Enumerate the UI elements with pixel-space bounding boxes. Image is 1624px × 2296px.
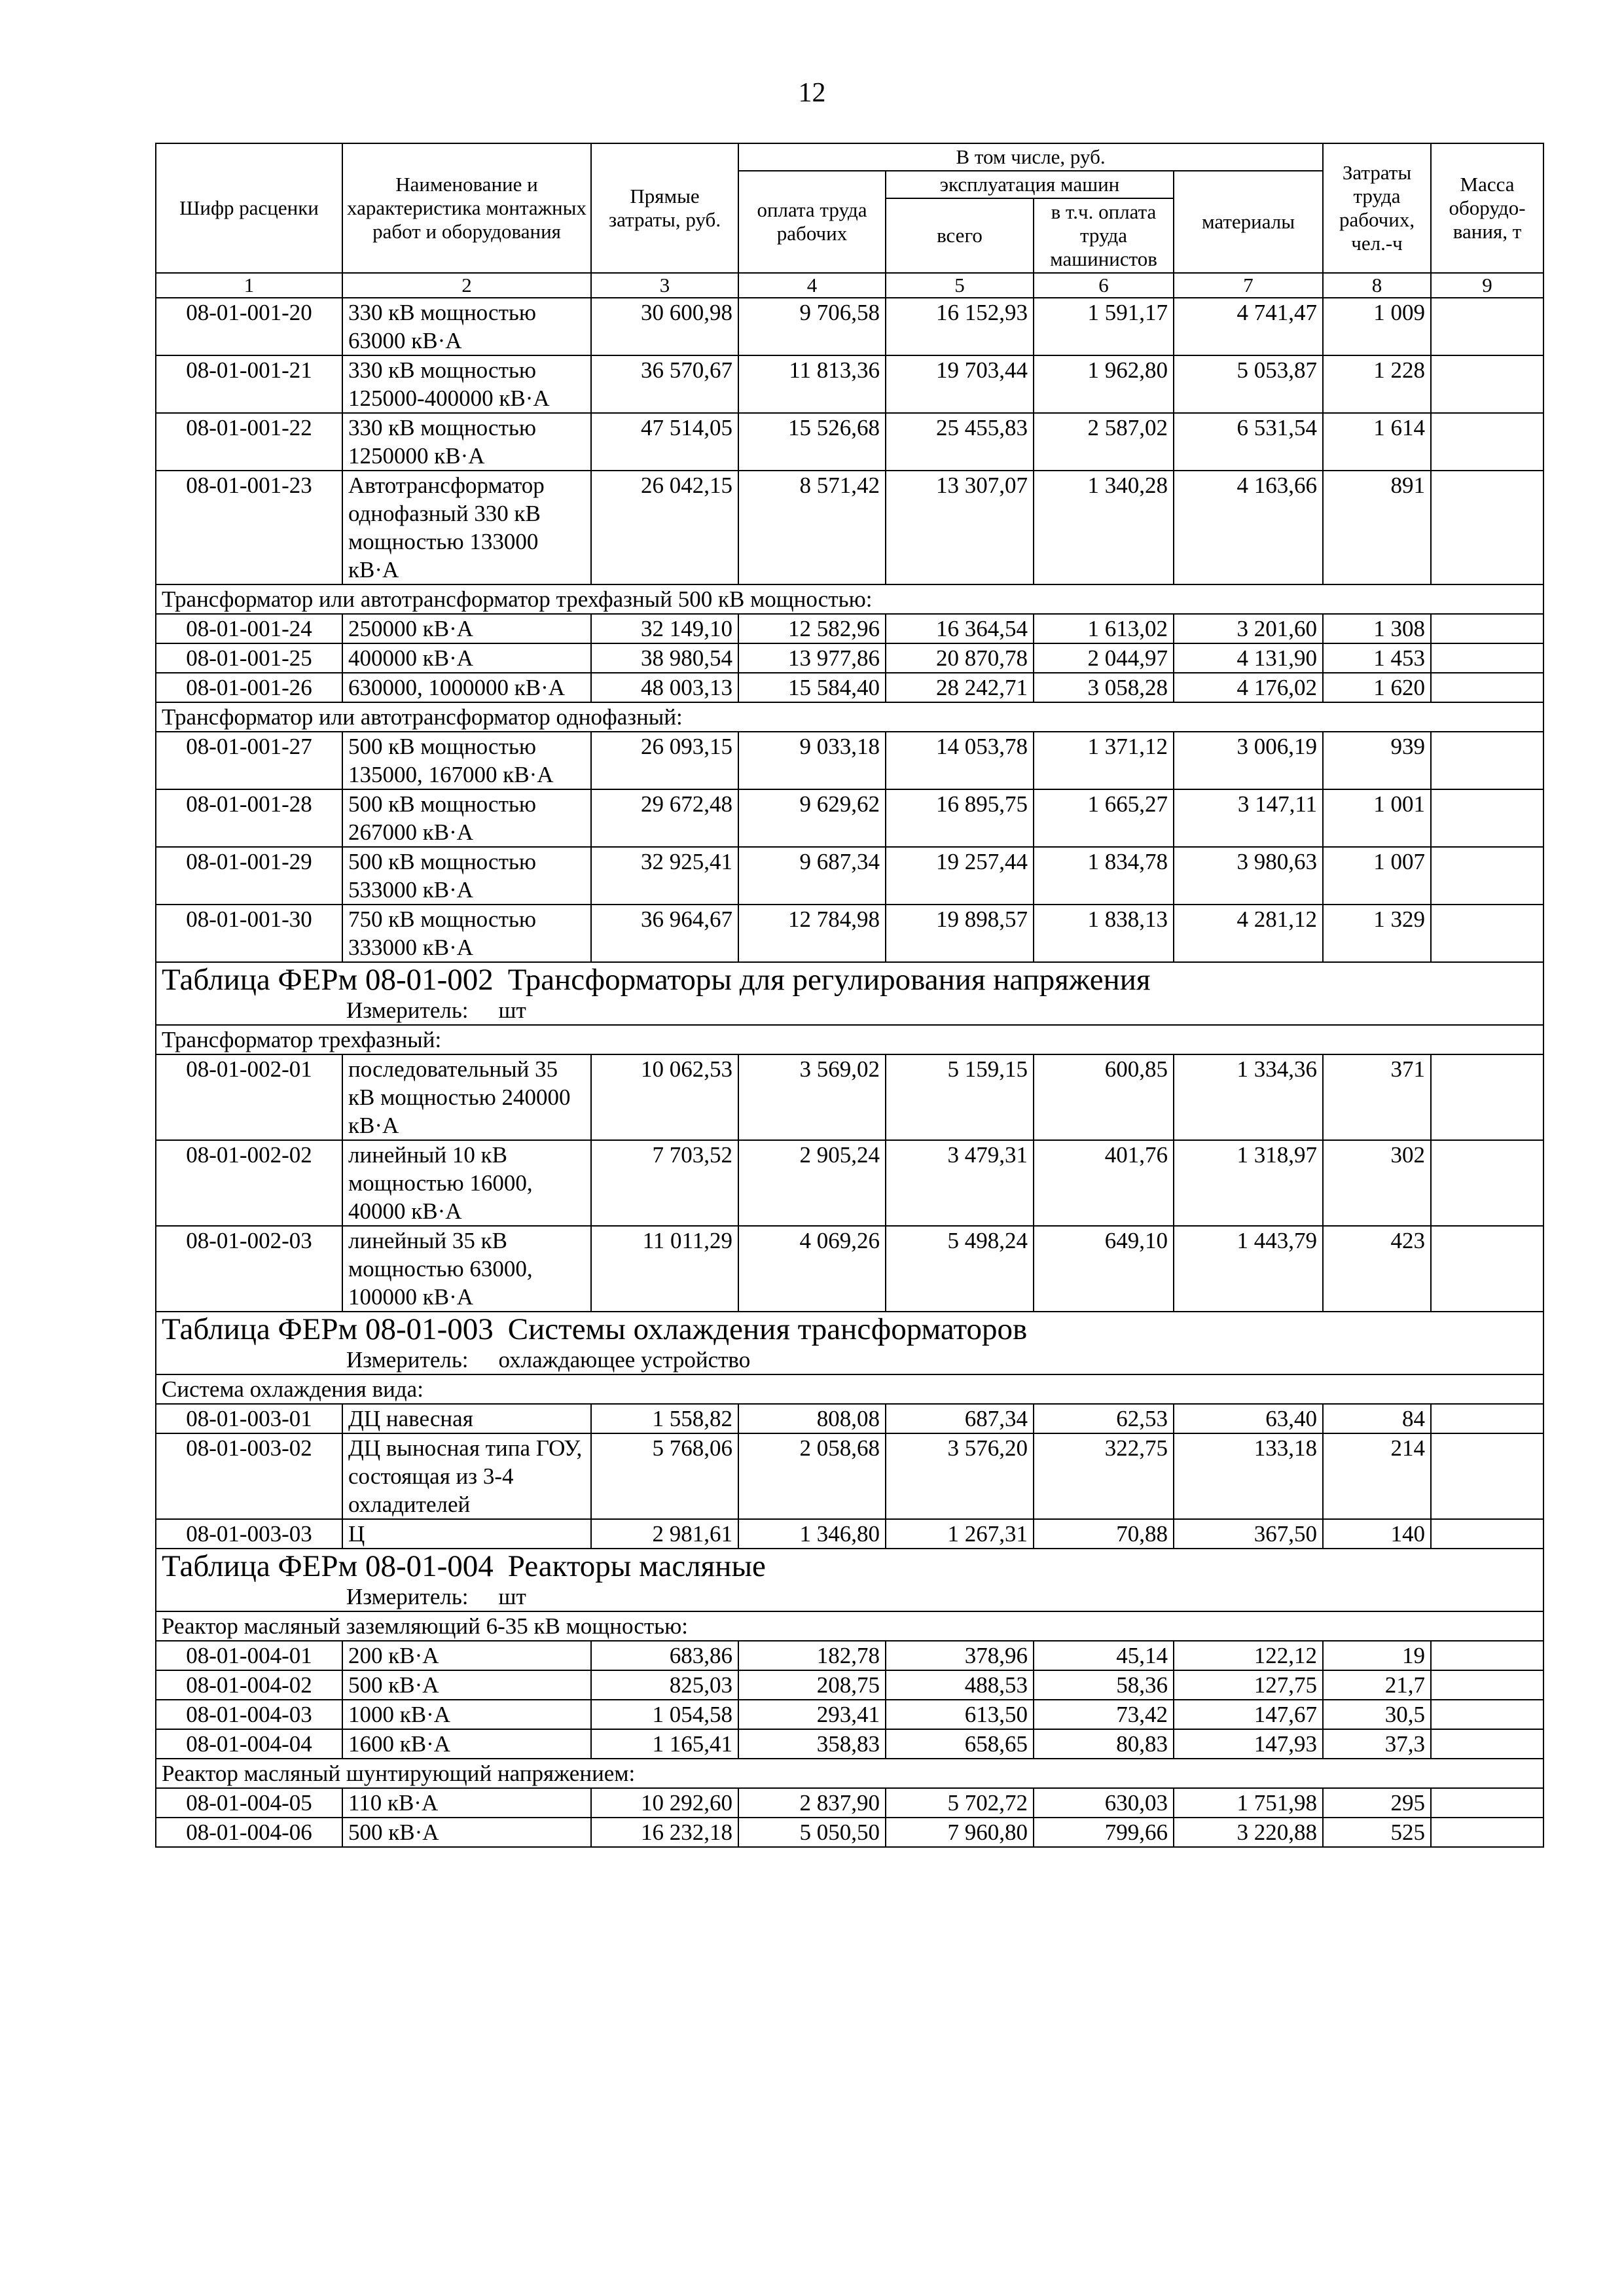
- machinist-pay: 799,66: [1034, 1818, 1174, 1847]
- work-name: 500 кВ·А: [342, 1818, 591, 1847]
- work-name: линейный 35 кВ мощностью 63000, 100000 кВ·А: [342, 1226, 591, 1312]
- work-name: Автотрансформатор однофазный 330 кВ мощностью 133000 кВ·А: [342, 471, 591, 584]
- labor-hours: 84: [1323, 1404, 1431, 1433]
- labor-hours: 214: [1323, 1433, 1431, 1519]
- machinist-pay: 2 044,97: [1034, 643, 1174, 673]
- table-title-code: Таблица ФЕРм 08-01-002: [162, 963, 494, 997]
- work-name: 500 кВ·А: [342, 1670, 591, 1700]
- machinist-pay: 62,53: [1034, 1404, 1174, 1433]
- direct-costs: 29 672,48: [591, 789, 738, 847]
- column-number: 7: [1174, 273, 1323, 298]
- table-title: [156, 1549, 1543, 1611]
- equipment-mass: [1431, 298, 1543, 355]
- work-name: 500 кВ мощностью 533000 кВ·А: [342, 847, 591, 905]
- direct-costs: 1 054,58: [591, 1700, 738, 1729]
- table-row: [156, 732, 1543, 789]
- measure-value: шт: [498, 997, 526, 1023]
- section-row: [156, 1611, 1543, 1641]
- table-title-code: Таблица ФЕРм 08-01-003: [162, 1312, 494, 1346]
- labor-pay: 9 033,18: [738, 732, 886, 789]
- materials-cost: 4 176,02: [1174, 673, 1323, 702]
- labor-pay: 1 346,80: [738, 1519, 886, 1549]
- section-row: [156, 1025, 1543, 1054]
- labor-pay: 13 977,86: [738, 643, 886, 673]
- header-name: Наименование и характеристика монтажных работ и оборудования: [342, 143, 591, 273]
- work-name: 250000 кВ·А: [342, 614, 591, 643]
- direct-costs: 26 042,15: [591, 471, 738, 584]
- work-name: 330 кВ мощностью 125000-400000 кВ·А: [342, 355, 591, 413]
- column-number: 3: [591, 273, 738, 298]
- labor-pay: 12 784,98: [738, 905, 886, 962]
- header-including: В том числе, руб.: [738, 143, 1323, 171]
- measure-label: Измеритель:: [346, 1584, 469, 1609]
- table-row: [156, 1140, 1543, 1226]
- equipment-mass: [1431, 614, 1543, 643]
- work-name: последовательный 35 кВ мощностью 240000 кВ·А: [342, 1054, 591, 1140]
- equipment-mass: [1431, 1641, 1543, 1670]
- labor-hours: 1 453: [1323, 643, 1431, 673]
- table-row: [156, 789, 1543, 847]
- table-title-name: Реакторы масляные: [507, 1549, 766, 1583]
- machines-total: 613,50: [886, 1700, 1034, 1729]
- equipment-mass: [1431, 673, 1543, 702]
- equipment-mass: [1431, 905, 1543, 962]
- direct-costs: 36 964,67: [591, 905, 738, 962]
- table-title-name: Трансформаторы для регулирования напряжения: [507, 963, 1151, 997]
- equipment-mass: [1431, 1433, 1543, 1519]
- direct-costs: 2 981,61: [591, 1519, 738, 1549]
- materials-cost: 3 147,11: [1174, 789, 1323, 847]
- work-name: 630000, 1000000 кВ·А: [342, 673, 591, 702]
- table-title-row: [156, 962, 1543, 1025]
- direct-costs: 10 062,53: [591, 1054, 738, 1140]
- measure-line: [162, 1346, 1538, 1374]
- equipment-mass: [1431, 1140, 1543, 1226]
- machinist-pay: 401,76: [1034, 1140, 1174, 1226]
- direct-costs: 11 011,29: [591, 1226, 738, 1312]
- labor-pay: 8 571,42: [738, 471, 886, 584]
- machines-total: 378,96: [886, 1641, 1034, 1670]
- machines-total: 19 703,44: [886, 355, 1034, 413]
- table-body: [156, 298, 1543, 1847]
- machines-total: 5 498,24: [886, 1226, 1034, 1312]
- column-number: 6: [1034, 273, 1174, 298]
- rate-code: 08-01-001-23: [156, 471, 342, 584]
- labor-pay: 15 584,40: [738, 673, 886, 702]
- table-row: [156, 643, 1543, 673]
- machines-total: 488,53: [886, 1670, 1034, 1700]
- measure-label: Измеритель:: [346, 1347, 469, 1372]
- labor-pay: 2 837,90: [738, 1788, 886, 1818]
- header-machines-total: всего: [886, 198, 1034, 273]
- rate-code: 08-01-004-01: [156, 1641, 342, 1670]
- table-row: [156, 1729, 1543, 1759]
- materials-cost: 4 131,90: [1174, 643, 1323, 673]
- table-row: [156, 1788, 1543, 1818]
- work-name: 400000 кВ·А: [342, 643, 591, 673]
- machinist-pay: 1 665,27: [1034, 789, 1174, 847]
- table-row: [156, 413, 1543, 471]
- materials-cost: 3 220,88: [1174, 1818, 1323, 1847]
- equipment-mass: [1431, 355, 1543, 413]
- section-heading: Система охлаждения вида:: [156, 1374, 1543, 1404]
- materials-cost: 4 163,66: [1174, 471, 1323, 584]
- work-name: 200 кВ·А: [342, 1641, 591, 1670]
- machines-total: 16 895,75: [886, 789, 1034, 847]
- materials-cost: 3 980,63: [1174, 847, 1323, 905]
- labor-pay: 9 629,62: [738, 789, 886, 847]
- labor-hours: 1 329: [1323, 905, 1431, 962]
- equipment-mass: [1431, 1729, 1543, 1759]
- labor-pay: 5 050,50: [738, 1818, 886, 1847]
- rate-code: 08-01-001-30: [156, 905, 342, 962]
- work-name: Ц: [342, 1519, 591, 1549]
- labor-pay: 293,41: [738, 1700, 886, 1729]
- machines-total: 5 159,15: [886, 1054, 1034, 1140]
- machines-total: 658,65: [886, 1729, 1034, 1759]
- table-title-code: Таблица ФЕРм 08-01-004: [162, 1549, 494, 1583]
- table-row: [156, 1054, 1543, 1140]
- header-machinist-pay: в т.ч. оплата труда машинистов: [1034, 198, 1174, 273]
- table-row: [156, 298, 1543, 355]
- labor-hours: 1 009: [1323, 298, 1431, 355]
- machines-total: 19 257,44: [886, 847, 1034, 905]
- materials-cost: 133,18: [1174, 1433, 1323, 1519]
- materials-cost: 4 281,12: [1174, 905, 1323, 962]
- column-number: 2: [342, 273, 591, 298]
- equipment-mass: [1431, 732, 1543, 789]
- materials-cost: 1 751,98: [1174, 1788, 1323, 1818]
- rate-code: 08-01-001-22: [156, 413, 342, 471]
- labor-pay: 2 058,68: [738, 1433, 886, 1519]
- direct-costs: 1 165,41: [591, 1729, 738, 1759]
- section-heading: Трансформатор или автотрансформатор однофазный:: [156, 702, 1543, 732]
- section-row: [156, 702, 1543, 732]
- direct-costs: 48 003,13: [591, 673, 738, 702]
- rate-code: 08-01-001-24: [156, 614, 342, 643]
- table-row: [156, 1700, 1543, 1729]
- labor-hours: 1 228: [1323, 355, 1431, 413]
- section-heading: Реактор масляный шунтирующий напряжением:: [156, 1759, 1543, 1788]
- labor-hours: 140: [1323, 1519, 1431, 1549]
- labor-hours: 30,5: [1323, 1700, 1431, 1729]
- work-name: ДЦ навесная: [342, 1404, 591, 1433]
- column-number: 4: [738, 273, 886, 298]
- rate-code: 08-01-003-02: [156, 1433, 342, 1519]
- rate-code: 08-01-001-28: [156, 789, 342, 847]
- direct-costs: 5 768,06: [591, 1433, 738, 1519]
- machinist-pay: 1 340,28: [1034, 471, 1174, 584]
- labor-hours: 1 001: [1323, 789, 1431, 847]
- direct-costs: 1 558,82: [591, 1404, 738, 1433]
- direct-costs: 32 925,41: [591, 847, 738, 905]
- rate-code: 08-01-001-20: [156, 298, 342, 355]
- machinist-pay: 1 962,80: [1034, 355, 1174, 413]
- machines-total: 687,34: [886, 1404, 1034, 1433]
- machines-total: 28 242,71: [886, 673, 1034, 702]
- machines-total: 3 576,20: [886, 1433, 1034, 1519]
- equipment-mass: [1431, 1404, 1543, 1433]
- equipment-mass: [1431, 643, 1543, 673]
- equipment-mass: [1431, 789, 1543, 847]
- measure-line: [162, 997, 1538, 1024]
- table-title-name: Системы охлаждения трансформаторов: [507, 1312, 1028, 1346]
- materials-cost: 122,12: [1174, 1641, 1323, 1670]
- labor-pay: 4 069,26: [738, 1226, 886, 1312]
- machinist-pay: 58,36: [1034, 1670, 1174, 1700]
- table-row: [156, 1404, 1543, 1433]
- rate-code: 08-01-004-04: [156, 1729, 342, 1759]
- rate-code: 08-01-001-26: [156, 673, 342, 702]
- materials-cost: 6 531,54: [1174, 413, 1323, 471]
- equipment-mass: [1431, 1700, 1543, 1729]
- equipment-mass: [1431, 1054, 1543, 1140]
- direct-costs: 32 149,10: [591, 614, 738, 643]
- labor-pay: 182,78: [738, 1641, 886, 1670]
- work-name: линейный 10 кВ мощностью 16000, 40000 кВ·А: [342, 1140, 591, 1226]
- materials-cost: 127,75: [1174, 1670, 1323, 1700]
- table-row: [156, 1226, 1543, 1312]
- equipment-mass: [1431, 1226, 1543, 1312]
- section-heading: Реактор масляный заземляющий 6-35 кВ мощностью:: [156, 1611, 1543, 1641]
- machines-total: 13 307,07: [886, 471, 1034, 584]
- work-name: 330 кВ мощностью 63000 кВ·А: [342, 298, 591, 355]
- table-row: [156, 1433, 1543, 1519]
- machinist-pay: 1 834,78: [1034, 847, 1174, 905]
- materials-cost: 1 443,79: [1174, 1226, 1323, 1312]
- header-materials: материалы: [1174, 171, 1323, 273]
- machinist-pay: 649,10: [1034, 1226, 1174, 1312]
- labor-hours: 21,7: [1323, 1670, 1431, 1700]
- labor-hours: 939: [1323, 732, 1431, 789]
- labor-pay: 808,08: [738, 1404, 886, 1433]
- rate-code: 08-01-003-03: [156, 1519, 342, 1549]
- equipment-mass: [1431, 1818, 1543, 1847]
- header-labor-costs: Затраты труда рабочих, чел.-ч: [1323, 143, 1431, 273]
- labor-hours: 1 308: [1323, 614, 1431, 643]
- materials-cost: 147,67: [1174, 1700, 1323, 1729]
- machinist-pay: 630,03: [1034, 1788, 1174, 1818]
- column-number: 1: [156, 273, 342, 298]
- work-name: 500 кВ мощностью 267000 кВ·А: [342, 789, 591, 847]
- table-row: [156, 1519, 1543, 1549]
- direct-costs: 16 232,18: [591, 1818, 738, 1847]
- direct-costs: 47 514,05: [591, 413, 738, 471]
- column-number: 8: [1323, 273, 1431, 298]
- labor-hours: 19: [1323, 1641, 1431, 1670]
- table-row: [156, 471, 1543, 584]
- rate-code: 08-01-004-05: [156, 1788, 342, 1818]
- machinist-pay: 3 058,28: [1034, 673, 1174, 702]
- direct-costs: 30 600,98: [591, 298, 738, 355]
- page-number: 12: [798, 78, 826, 108]
- labor-hours: 302: [1323, 1140, 1431, 1226]
- machines-total: 3 479,31: [886, 1140, 1034, 1226]
- labor-pay: 2 905,24: [738, 1140, 886, 1226]
- column-number: 9: [1431, 273, 1543, 298]
- rates-table: [155, 143, 1544, 1848]
- rate-code: 08-01-001-21: [156, 355, 342, 413]
- table-row: [156, 673, 1543, 702]
- machines-total: 16 152,93: [886, 298, 1034, 355]
- rate-code: 08-01-002-02: [156, 1140, 342, 1226]
- header-equipment-mass: Масса оборудо-вания, т: [1431, 143, 1543, 273]
- machines-total: 19 898,57: [886, 905, 1034, 962]
- labor-hours: 525: [1323, 1818, 1431, 1847]
- table-title-row: [156, 1549, 1543, 1611]
- work-name: 1600 кВ·А: [342, 1729, 591, 1759]
- labor-pay: 11 813,36: [738, 355, 886, 413]
- labor-hours: 1 614: [1323, 413, 1431, 471]
- table-title-row: [156, 1312, 1543, 1374]
- labor-hours: 37,3: [1323, 1729, 1431, 1759]
- section-row: [156, 1759, 1543, 1788]
- rate-code: 08-01-002-03: [156, 1226, 342, 1312]
- machinist-pay: 1 371,12: [1034, 732, 1174, 789]
- labor-hours: 1 620: [1323, 673, 1431, 702]
- direct-costs: 36 570,67: [591, 355, 738, 413]
- header-code: Шифр расценки: [156, 143, 342, 273]
- materials-cost: 4 741,47: [1174, 298, 1323, 355]
- direct-costs: 38 980,54: [591, 643, 738, 673]
- rate-code: 08-01-001-29: [156, 847, 342, 905]
- section-row: [156, 1374, 1543, 1404]
- labor-hours: 295: [1323, 1788, 1431, 1818]
- labor-pay: 9 706,58: [738, 298, 886, 355]
- rate-code: 08-01-004-06: [156, 1818, 342, 1847]
- work-name: 1000 кВ·А: [342, 1700, 591, 1729]
- header-machines: эксплуатация машин: [886, 171, 1174, 198]
- measure-line: [162, 1583, 1538, 1611]
- labor-pay: 208,75: [738, 1670, 886, 1700]
- rate-code: 08-01-001-25: [156, 643, 342, 673]
- labor-pay: 12 582,96: [738, 614, 886, 643]
- machines-total: 14 053,78: [886, 732, 1034, 789]
- materials-cost: 3 006,19: [1174, 732, 1323, 789]
- direct-costs: 10 292,60: [591, 1788, 738, 1818]
- labor-pay: 358,83: [738, 1729, 886, 1759]
- machinist-pay: 1 838,13: [1034, 905, 1174, 962]
- materials-cost: 3 201,60: [1174, 614, 1323, 643]
- equipment-mass: [1431, 847, 1543, 905]
- measure-label: Измеритель:: [346, 997, 469, 1023]
- machines-total: 25 455,83: [886, 413, 1034, 471]
- work-name: 330 кВ мощностью 1250000 кВ·А: [342, 413, 591, 471]
- table-row: [156, 1818, 1543, 1847]
- labor-hours: 371: [1323, 1054, 1431, 1140]
- machines-total: 16 364,54: [886, 614, 1034, 643]
- labor-hours: 891: [1323, 471, 1431, 584]
- column-number: 5: [886, 273, 1034, 298]
- section-row: [156, 584, 1543, 614]
- labor-pay: 3 569,02: [738, 1054, 886, 1140]
- table-row: [156, 355, 1543, 413]
- machinist-pay: 600,85: [1034, 1054, 1174, 1140]
- direct-costs: 683,86: [591, 1641, 738, 1670]
- equipment-mass: [1431, 413, 1543, 471]
- equipment-mass: [1431, 1670, 1543, 1700]
- machines-total: 7 960,80: [886, 1818, 1034, 1847]
- work-name: 110 кВ·А: [342, 1788, 591, 1818]
- materials-cost: 63,40: [1174, 1404, 1323, 1433]
- section-heading: Трансформатор трехфазный:: [156, 1025, 1543, 1054]
- machinist-pay: 1 591,17: [1034, 298, 1174, 355]
- header-direct-costs: Прямые затраты, руб.: [591, 143, 738, 273]
- labor-hours: 1 007: [1323, 847, 1431, 905]
- measure-value: шт: [498, 1584, 526, 1609]
- machines-total: 1 267,31: [886, 1519, 1034, 1549]
- machinist-pay: 45,14: [1034, 1641, 1174, 1670]
- table-row: [156, 905, 1543, 962]
- rate-code: 08-01-001-27: [156, 732, 342, 789]
- machinist-pay: 1 613,02: [1034, 614, 1174, 643]
- machines-total: 5 702,72: [886, 1788, 1034, 1818]
- labor-hours: 423: [1323, 1226, 1431, 1312]
- equipment-mass: [1431, 471, 1543, 584]
- materials-cost: 367,50: [1174, 1519, 1323, 1549]
- header-labor-pay: оплата труда рабочих: [738, 171, 886, 273]
- materials-cost: 1 318,97: [1174, 1140, 1323, 1226]
- rate-code: 08-01-002-01: [156, 1054, 342, 1140]
- rate-code: 08-01-004-02: [156, 1670, 342, 1700]
- machines-total: 20 870,78: [886, 643, 1034, 673]
- equipment-mass: [1431, 1788, 1543, 1818]
- machinist-pay: 2 587,02: [1034, 413, 1174, 471]
- table-title: [156, 1312, 1543, 1374]
- direct-costs: 26 093,15: [591, 732, 738, 789]
- table-row: [156, 847, 1543, 905]
- table-header: [156, 143, 1543, 298]
- materials-cost: 1 334,36: [1174, 1054, 1323, 1140]
- section-heading: Трансформатор или автотрансформатор трехфазный 500 кВ мощностью:: [156, 584, 1543, 614]
- machinist-pay: 322,75: [1034, 1433, 1174, 1519]
- labor-pay: 15 526,68: [738, 413, 886, 471]
- table-row: [156, 1670, 1543, 1700]
- table-title: [156, 962, 1543, 1025]
- machinist-pay: 80,83: [1034, 1729, 1174, 1759]
- work-name: 750 кВ мощностью 333000 кВ·А: [342, 905, 591, 962]
- materials-cost: 147,93: [1174, 1729, 1323, 1759]
- direct-costs: 825,03: [591, 1670, 738, 1700]
- rate-code: 08-01-003-01: [156, 1404, 342, 1433]
- labor-pay: 9 687,34: [738, 847, 886, 905]
- work-name: ДЦ выносная типа ГОУ, состоящая из 3-4 охладителей: [342, 1433, 591, 1519]
- table-row: [156, 614, 1543, 643]
- equipment-mass: [1431, 1519, 1543, 1549]
- machinist-pay: 73,42: [1034, 1700, 1174, 1729]
- measure-value: охлаждающее устройство: [498, 1347, 751, 1372]
- column-numbers-row: [156, 273, 1543, 298]
- materials-cost: 5 053,87: [1174, 355, 1323, 413]
- table-row: [156, 1641, 1543, 1670]
- direct-costs: 7 703,52: [591, 1140, 738, 1226]
- work-name: 500 кВ мощностью 135000, 167000 кВ·А: [342, 732, 591, 789]
- rate-code: 08-01-004-03: [156, 1700, 342, 1729]
- machinist-pay: 70,88: [1034, 1519, 1174, 1549]
